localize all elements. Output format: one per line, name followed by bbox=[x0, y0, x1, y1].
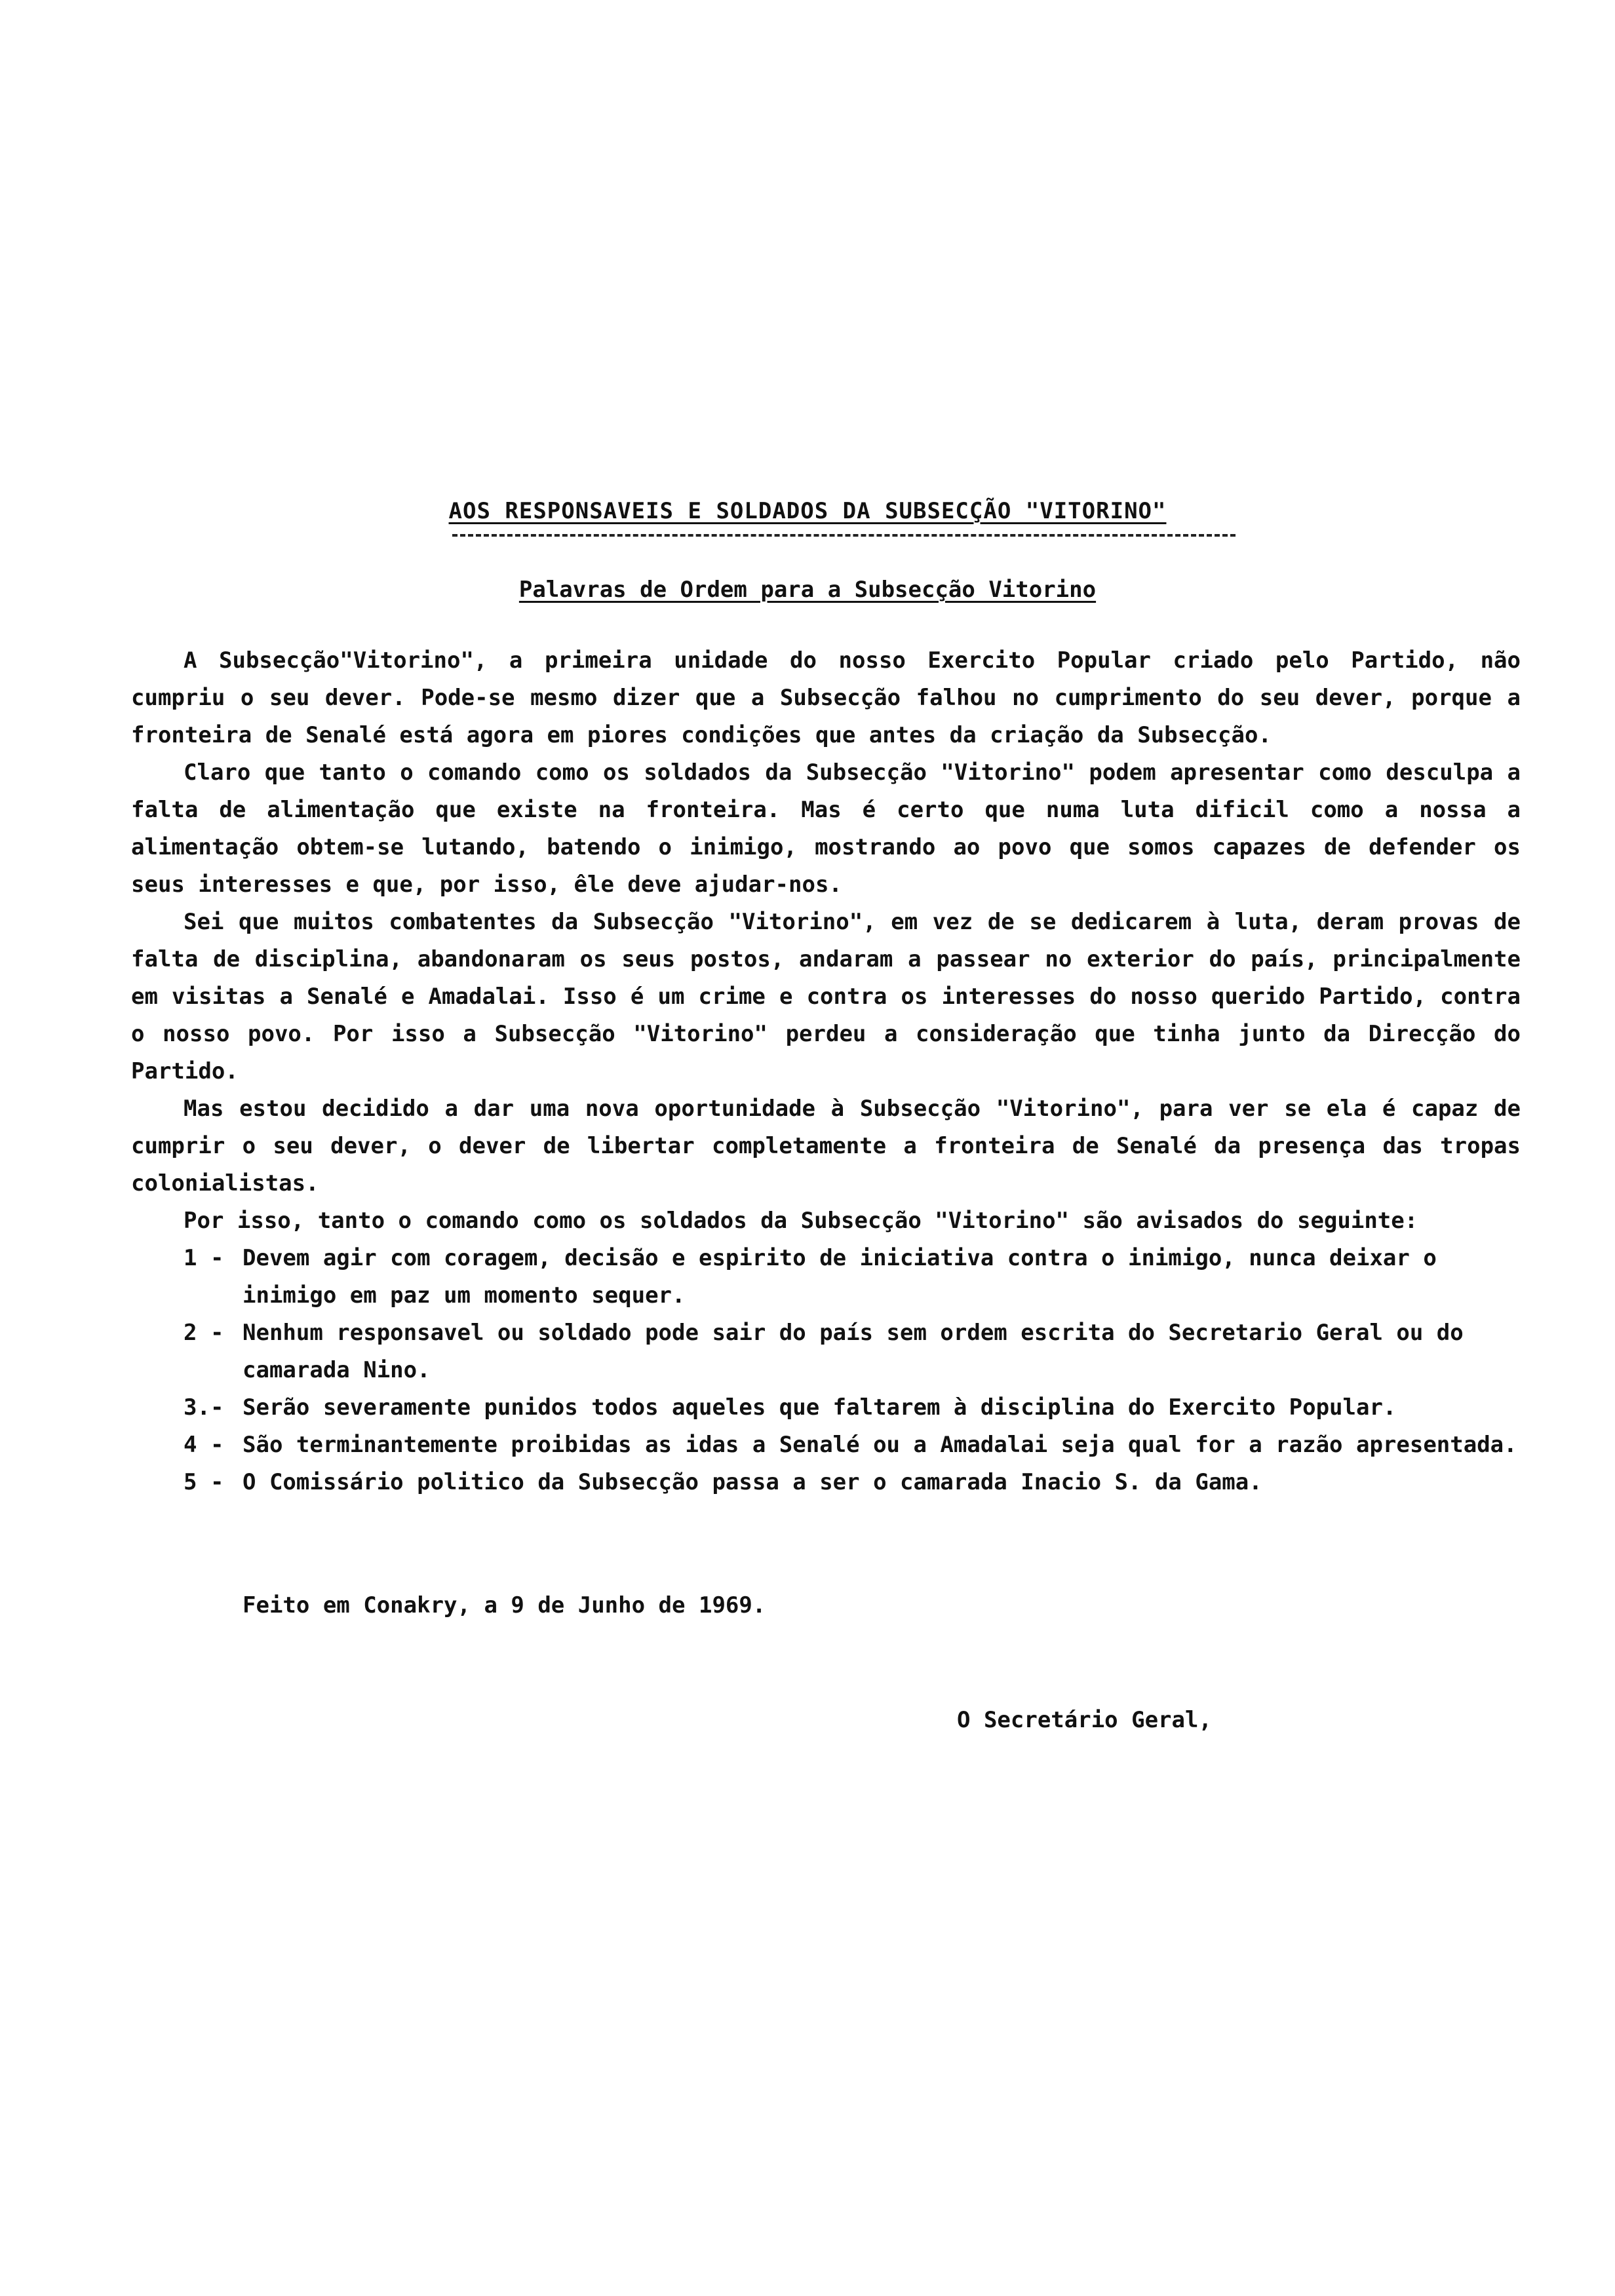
order-number: 2 - bbox=[184, 1320, 224, 1346]
orders-list bbox=[131, 1240, 1521, 1501]
document-title: AOS RESPONSAVEIS E SOLDADOS DA SUBSECÇÃO "VITORINO" bbox=[448, 498, 1167, 524]
order-item bbox=[131, 1389, 1521, 1426]
paragraph: Mas estou decidido a dar uma nova oportunidade à Subsecção "Vitorino", para ver se ela é capaz de cumprir o seu dever, o dever de libertar completamente a fronteira de Senalé da presença das tropas colonialistas. bbox=[131, 1096, 1521, 1196]
order-number: 4 - bbox=[184, 1432, 224, 1458]
order-item bbox=[131, 1464, 1521, 1501]
order-text: Devem agir com coragem, decisão e espirito de iniciativa contra o inimigo, nunca deixar o inimigo em paz um momento sequer. bbox=[243, 1245, 1437, 1309]
document-body bbox=[131, 642, 1521, 1501]
order-number: 3.- bbox=[184, 1394, 224, 1421]
order-text: O Comissário politico da Subsecção passa a ser o camarada Inacio S. da Gama. bbox=[243, 1469, 1262, 1495]
order-text: São terminantemente proibidas as idas a Senalé ou a Amadalai seja qual for a razão apresentada. bbox=[243, 1432, 1517, 1458]
paragraph: Por isso, tanto o comando como os soldados da Subsecção "Vitorino" são avisados do seguinte: bbox=[184, 1208, 1418, 1234]
document-subtitle: Palavras de Ordem para a Subsecção Vitorino bbox=[518, 577, 1097, 603]
order-item bbox=[131, 1240, 1521, 1314]
order-item bbox=[131, 1426, 1521, 1464]
signature-line: O Secretário Geral, bbox=[957, 1707, 1212, 1733]
place-and-date: Feito em Conakry, a 9 de Junho de 1969. bbox=[243, 1592, 766, 1618]
order-text: Nenhum responsavel ou soldado pode sair do país sem ordem escrita do Secretario Geral ou do camarada Nino. bbox=[243, 1320, 1464, 1383]
paragraph: Sei que muitos combatentes da Subsecção "Vitorino", em vez de se dedicarem à luta, deram provas de falta de disciplina, abandonaram os seus postos, andaram a passear no exterior do país, principalmente em visitas a Senalé e Amadalai. Isso é um crime e contra os interesses do nosso querido Partido, contra o nosso povo. Por isso a Subsecção "Vitorino" perdeu a consideração que tinha junto da Direcção do Partido. bbox=[131, 909, 1521, 1084]
order-text: Serão severamente punidos todos aqueles que faltarem à disciplina do Exercito Popular. bbox=[243, 1394, 1397, 1421]
order-item bbox=[131, 1314, 1521, 1389]
order-number: 5 - bbox=[184, 1469, 224, 1495]
title-double-underline bbox=[452, 534, 1236, 537]
paragraph: Claro que tanto o comando como os soldados da Subsecção "Vitorino" podem apresentar como desculpa a falta de alimentação que existe na fronteira. Mas é certo que numa luta dificil como a nossa a alimentação obtem-se lutando, batendo o inimigo, mostrando ao povo que somos capazes de defender os seus interesses e que, por isso, êle deve ajudar-nos. bbox=[131, 759, 1521, 898]
order-number: 1 - bbox=[184, 1245, 224, 1271]
paragraph: A Subsecção"Vitorino", a primeira unidade do nosso Exercito Popular criado pelo Partido, não cumpriu o seu dever. Pode-se mesmo dizer que a Subsecção falhou no cumprimento do seu dever, porque a fronteira de Senalé está agora em piores condições que antes da criação da Subsecção. bbox=[131, 647, 1521, 748]
